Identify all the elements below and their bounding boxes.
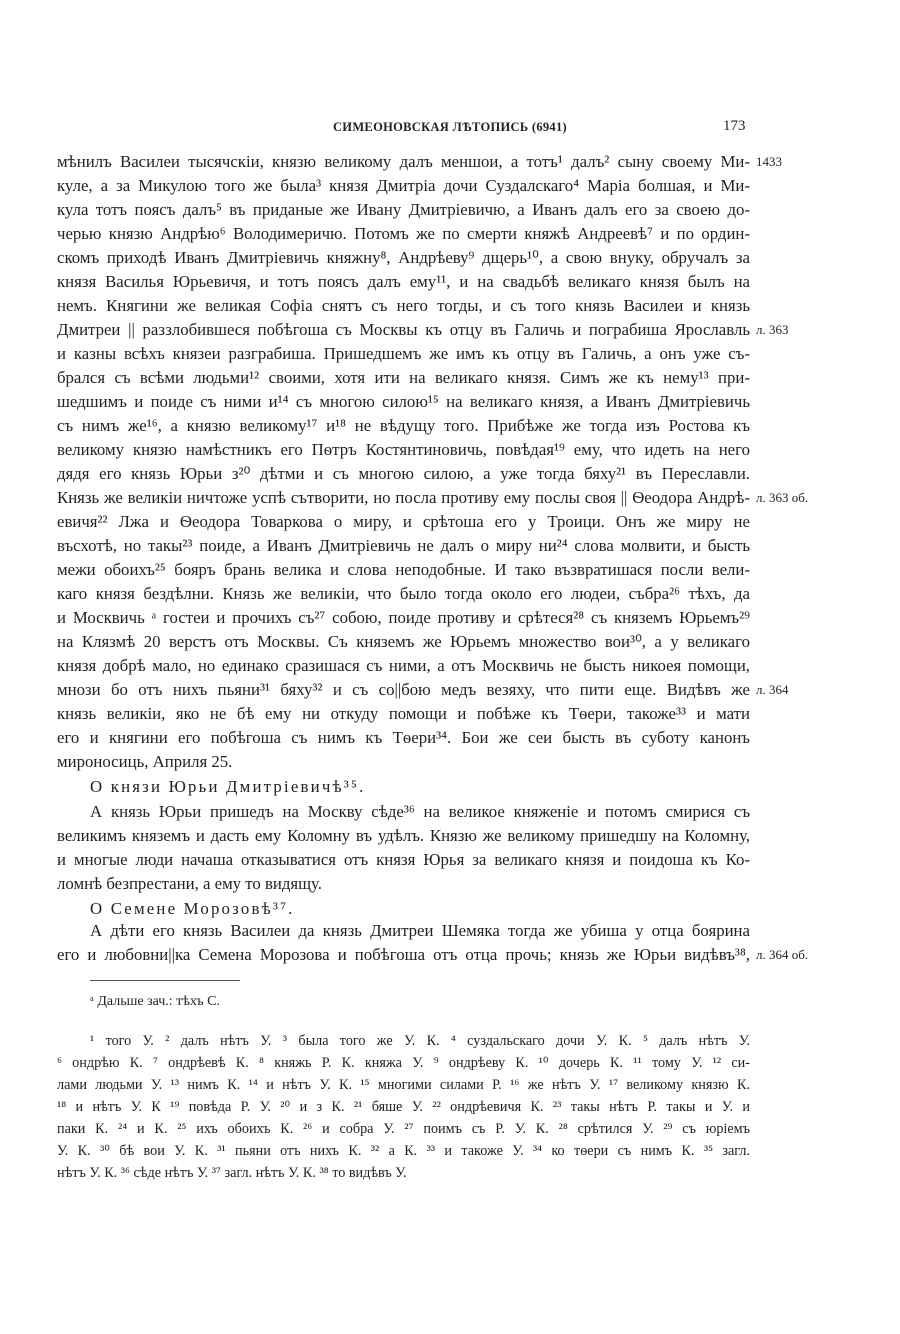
text-line: съ нимъ же¹⁶, а князю великому¹⁷ и¹⁸ не вѣдущу того. Прибѣже же тогда изъ Ростова къ	[57, 416, 750, 435]
text-line: въсхотѣ, но такы²³ поиде, а Иванъ Дмитріевичь не далъ о миру ни²⁴ слова молвити, и бысть	[57, 536, 750, 555]
section-heading: О князи Юрьи Дмитріевичѣ³⁵.	[90, 777, 366, 796]
text-line: черью князю Андрѣю⁶ Володимеричю. Потомъ же по смерти княжѣ Андреевѣ⁷ и по ордин-	[57, 224, 750, 243]
text-line: А князь Юрьи пришедъ на Москву сѣде³⁶ на великое княженіе и потомъ смирися съ	[90, 802, 750, 821]
text-line: Дмитреи || раззлобившеся побѣгоша съ Москвы къ отцу въ Галичь и пограбиша Ярославль	[57, 320, 750, 339]
footnote-line: лами людьми У. ¹³ нимъ К. ¹⁴ и нѣтъ У. К. ¹⁵ многими силами Р. ¹⁶ же нѣтъ У. ¹⁷ великому князю К.	[57, 1077, 750, 1093]
text-line: и казны всѣхъ князеи разграбиша. Пришедшемъ же имъ къ отцу въ Галичь, а онъ уже съ-	[57, 344, 750, 363]
text-line: евичя²² Лжа и Ѳеодора Товаркова о миру, и срѣтоша его у Троици. Онъ же миру не	[57, 512, 750, 531]
footnote-line: ¹⁸ и нѣтъ У. К ¹⁹ повѣда Р. У. ²⁰ и з К. ²¹ бяше У. ²² ондрѣевичя К. ²³ такы нѣтъ Р. такы и У. и	[57, 1099, 750, 1115]
page-number: 173	[723, 118, 746, 134]
text-line: мироносиць, Априля 25.	[57, 752, 233, 771]
text-line: великому князю намѣстникъ его Пѳтръ Костянтиновичь, повѣдая¹⁹ ему, что идеть на него	[57, 440, 750, 459]
text-line: каго князя бездѣлни. Князь же великіи, что было тогда около его людеи, събра²⁶ тѣхъ, да	[57, 584, 750, 603]
text-line: брался съ всѣми людьми¹² своими, хотя ити на великаго князя. Симъ же къ нему¹³ при-	[57, 368, 750, 387]
footnote-line: ¹ того У. ² далъ нѣтъ У. ³ была того же У. К. ⁴ суздальскаго дочи У. К. ⁵ далъ нѣтъ У.	[90, 1033, 750, 1049]
text-line: кула тотъ поясъ далъ⁵ въ приданые же Ивану Дмитріевичю, а Иванъ далъ его за своею до-	[57, 200, 750, 219]
text-line: мѣнилъ Василеи тысячскіи, князю великому далъ меншои, а тотъ¹ далъ² сыну своему Ми-	[57, 152, 750, 171]
text-line: на Клязмѣ 20 верстъ отъ Москвы. Съ княземъ же Юрьемъ множество вои³⁰, а у великаго	[57, 632, 750, 651]
text-line: скомъ приходѣ Иванъ Дмитріевичь княжну⁸, Андрѣеву⁹ дщерь¹⁰, а свою внуку, обручалъ за	[57, 248, 750, 267]
text-line: князя Василья Юрьевичя, и тотъ поясъ далъ ему¹¹, и на свадьбѣ великаго князя былъ на	[57, 272, 750, 291]
text-line: дядя его князь Юрьи з²⁰ дѣтми и съ многою силою, а уже тогда бяху²¹ въ Переславли.	[57, 464, 750, 483]
text-line: ломнѣ безпрестани, а ему то видящу.	[57, 874, 322, 893]
text-line: шедшимъ и поиде съ ними и¹⁴ съ многою силою¹⁵ на великаго князя, а Иванъ Дмитріевичь	[57, 392, 750, 411]
footnote-line: паки К. ²⁴ и К. ²⁵ ихъ обоихъ К. ²⁶ и собра У. ²⁷ поимъ съ Р. У. К. ²⁸ срѣтился У. ²⁹ съ юріемъ	[57, 1121, 750, 1137]
margin-folio: л. 364	[756, 682, 789, 697]
footnote-letter: ᵃ Дальше зач.: тѣхъ С.	[90, 994, 220, 1009]
text-line: немъ. Княгини же великая Софіа снятъ съ него тогды, и съ того князь Василеи и князь	[57, 296, 750, 315]
running-header: СИМЕОНОВСКАЯ ЛѢТОПИСЬ (6941)	[332, 120, 567, 134]
footnote-line: нѣтъ У. К. ³⁶ сѣде нѣтъ У. ³⁷ загл. нѣтъ У. К. ³⁸ то видѣвъ У.	[57, 1165, 407, 1181]
footnote-line: ⁶ ондрѣю К. ⁷ ондрѣевѣ К. ⁸ княжь Р. К. княжа У. ⁹ ондрѣеву К. ¹⁰ дочерь К. ¹¹ тому У. ¹² си-	[57, 1055, 750, 1071]
margin-folio: л. 364 об.	[756, 947, 809, 962]
text-line: Князь же великіи ничтоже успѣ сътворити, но посла противу ему послы своя || Ѳеодора Андрѣ-	[57, 488, 750, 507]
section-heading: О Семене Морозовѣ³⁷.	[90, 899, 295, 918]
footnote-line: У. К. ³⁰ бѣ вои У. К. ³¹ пьяни отъ нихъ К. ³² а К. ³³ и такоже У. ³⁴ ко тѳери съ нимъ К. ³⁵ загл.	[57, 1143, 750, 1159]
footnote-rule	[90, 980, 240, 981]
text-line: и Москвичь ᵃ гостеи и прочихъ съ²⁷ собою, поиде противу и срѣтеся²⁸ съ княземъ Юрьемъ²⁹	[57, 608, 750, 627]
text-line: межи обоихъ²⁵ бояръ брань велика и слова неподобные. И тако възвратишася посли вели-	[57, 560, 750, 579]
margin-folio: л. 363 об.	[756, 490, 809, 505]
text-line: и многые люди начаша отказыватися отъ князя Юрья за великаго князя и поидоша къ Ко-	[57, 850, 750, 869]
margin-folio: л. 363	[756, 322, 789, 337]
text-line: его и любовни||ка Семена Морозова и побѣгоша отъ отца прочь; князь же Юрьи видѣвъ³⁸,	[57, 945, 750, 964]
text-line: куле, а за Микулою того же была³ князя Дмитріа дочи Суздалскаго⁴ Маріа болшая, и Ми-	[57, 176, 750, 195]
text-line: А дѣти его князь Василеи да князь Дмитреи Шемяка тогда же убиша у отца боярина	[90, 921, 750, 940]
text-line: великимъ княземъ и дасть ему Коломну въ удѣлъ. Князю же великому пришедшу на Коломну,	[57, 826, 750, 845]
margin-year: 1433	[756, 154, 782, 169]
text-line: мнози бо отъ нихъ пьяни³¹ бяху³² и съ со||бою медъ везяху, что пити еще. Видѣвъ же	[57, 680, 750, 699]
text-line: его и княгини его побѣгоша съ нимъ къ Тѳери³⁴. Бои же сеи бысть въ суботу канонъ	[57, 728, 750, 747]
text-line: князя добрѣ мало, но единако сразишася съ ними, а отъ Москвичь не бысть никоея помощи,	[57, 656, 750, 675]
text-line: князь великіи, яко не бѣ ему ни откуду помощи и побѣже къ Тѳери, такоже³³ и мати	[57, 704, 750, 723]
